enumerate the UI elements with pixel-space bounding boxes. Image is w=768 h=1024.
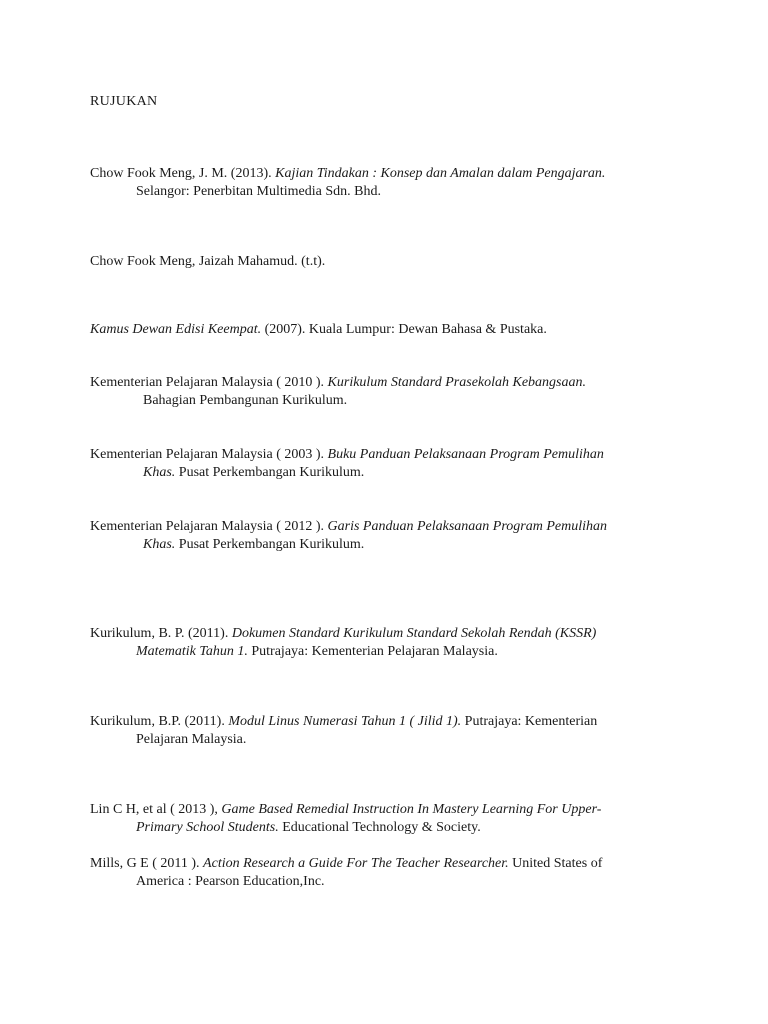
reference-publisher: Pusat Perkembangan Kurikulum.	[175, 537, 365, 552]
reference-author: Kementerian Pelajaran Malaysia ( 2010 ).	[90, 375, 328, 390]
reference-entry	[90, 321, 670, 339]
reference-author: Kurikulum, B. P. (2011).	[90, 626, 232, 641]
reference-entry	[90, 713, 670, 749]
reference-entry	[90, 253, 670, 271]
reference-author: Kementerian Pelajaran Malaysia ( 2012 ).	[90, 519, 328, 534]
reference-author: Chow Fook Meng, Jaizah Mahamud. (t.t).	[90, 254, 326, 269]
reference-author: Lin C H, et al ( 2013 ),	[90, 802, 222, 817]
reference-author: Kementerian Pelajaran Malaysia ( 2003 ).	[90, 447, 328, 462]
reference-entry	[90, 625, 670, 661]
reference-title: Action Research a Guide For The Teacher Researcher.	[203, 856, 509, 871]
reference-publisher: Putrajaya: Kementerian Pelajaran Malaysia.	[247, 644, 498, 659]
reference-publisher: Pusat Perkembangan Kurikulum.	[175, 465, 365, 480]
reference-title-continued: Khas.	[143, 465, 176, 480]
reference-title: Kamus Dewan Edisi Keempat.	[90, 322, 262, 337]
reference-publisher: United States of	[508, 856, 603, 871]
reference-title: Kurikulum Standard Prasekolah Kebangsaan.	[327, 375, 587, 390]
reference-entry	[90, 374, 670, 410]
reference-title: Garis Panduan Pelaksanaan Program Pemulihan	[327, 519, 607, 534]
reference-publisher: (2007). Kuala Lumpur: Dewan Bahasa & Pustaka.	[261, 322, 547, 337]
reference-title-continued: Matematik Tahun 1.	[136, 644, 248, 659]
reference-author: Kurikulum, B.P. (2011).	[90, 714, 229, 729]
reference-publisher-continued: America : Pearson Education,Inc.	[136, 874, 325, 889]
reference-title: Kajian Tindakan : Konsep dan Amalan dalam Pengajaran.	[275, 166, 606, 181]
reference-title-continued: Primary School Students.	[136, 820, 279, 835]
reference-entry	[90, 855, 670, 891]
reference-publisher-continued: Pelajaran Malaysia.	[136, 732, 247, 747]
reference-entry	[90, 801, 670, 837]
reference-title: Dokumen Standard Kurikulum Standard Sekolah Rendah (KSSR)	[231, 626, 597, 641]
reference-title: Buku Panduan Pelaksanaan Program Pemulihan	[327, 447, 604, 462]
reference-title: Game Based Remedial Instruction In Mastery Learning For Upper-	[221, 802, 602, 817]
reference-publisher: Selangor: Penerbitan Multimedia Sdn. Bhd.	[136, 184, 381, 199]
reference-entry	[90, 165, 670, 201]
references-heading: RUJUKAN	[90, 94, 158, 109]
reference-title-continued: Khas.	[143, 537, 176, 552]
reference-publisher: Bahagian Pembangunan Kurikulum.	[143, 393, 348, 408]
reference-publisher: Educational Technology & Society.	[278, 820, 481, 835]
reference-publisher: Putrajaya: Kementerian	[461, 714, 598, 729]
reference-title: Modul Linus Numerasi Tahun 1 ( Jilid 1).	[228, 714, 462, 729]
reference-author: Mills, G E ( 2011 ).	[90, 856, 204, 871]
reference-entry	[90, 446, 670, 482]
reference-author: Chow Fook Meng, J. M. (2013).	[90, 166, 276, 181]
reference-entry	[90, 518, 670, 554]
